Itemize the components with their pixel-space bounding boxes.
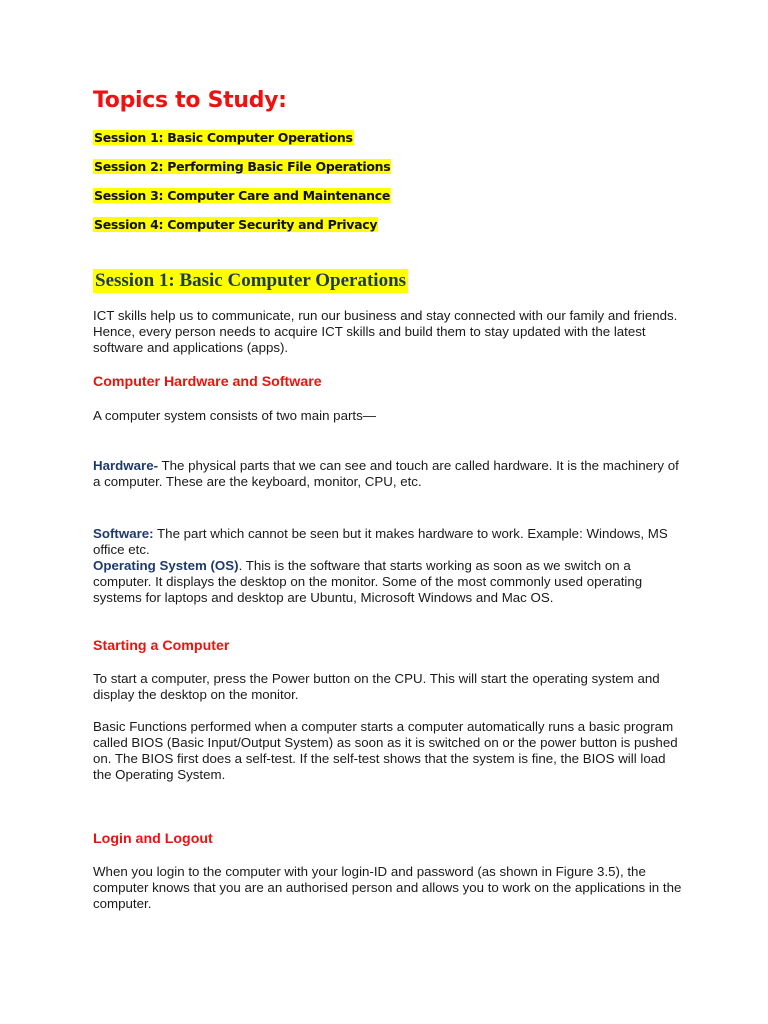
topic-item-label: Session 1: Basic Computer Operations [94,130,353,145]
os-definition [93,558,683,606]
starting-paragraph: To start a computer, press the Power button on the CPU. This will start the operating system and display the desktop on the monitor. [93,671,660,702]
section-heading: Computer Hardware and Software [93,374,322,390]
os-text: . This is the software that starts working as soon as we switch on a computer. It displays the desktop on the monitor. Some of the most commonly used operating systems for laptops and desktop are Ubuntu, Microsoft Windows and Mac OS. [93,558,643,605]
software-definition [93,526,683,558]
section-heading: Login and Logout [93,831,213,847]
topic-item [93,129,354,147]
topic-item [93,216,378,234]
section-heading: Starting a Computer [93,638,230,654]
topic-item [93,187,391,205]
session-intro: ICT skills help us to communicate, run our business and stay connected with our family and friends. Hence, every person needs to acquire ICT skills and build them to stay updated with the latest software and applications (apps). [93,308,678,355]
software-term: Software: [93,526,154,541]
bios-paragraph: Basic Functions performed when a computer starts a computer automatically runs a basic program called BIOS (Basic Input/Output System) as soon as it is switched on or the power button is pushed on. The BIOS first does a self-test. If the self-test shows that the system is fine, the BIOS will load the Operating System. [93,719,678,782]
hardware-term: Hardware- [93,458,159,473]
hardware-software-lead: A computer system consists of two main parts— [93,408,377,423]
topic-item [93,158,391,176]
login-paragraph: When you login to the computer with your login-ID and password (as shown in Figure 3.5), the computer knows that you are an authorised person and allows you to work on the applications in the computer. [93,864,682,911]
hardware-definition [93,458,683,490]
hardware-text: The physical parts that we can see and touch are called hardware. It is the machinery of a computer. These are the keyboard, monitor, CPU, etc. [93,458,679,489]
topic-item-label: Session 2: Performing Basic File Operations [94,159,391,174]
os-term: Operating System (OS) [93,558,239,573]
topics-heading: Topics to Study: [93,88,287,113]
topic-item-label: Session 3: Computer Care and Maintenance [94,188,391,203]
session-heading: Session 1: Basic Computer Operations [95,270,407,291]
software-text: The part which cannot be seen but it makes hardware to work. Example: Windows, MS office etc. [93,526,668,557]
topic-item-label: Session 4: Computer Security and Privacy [94,217,378,232]
